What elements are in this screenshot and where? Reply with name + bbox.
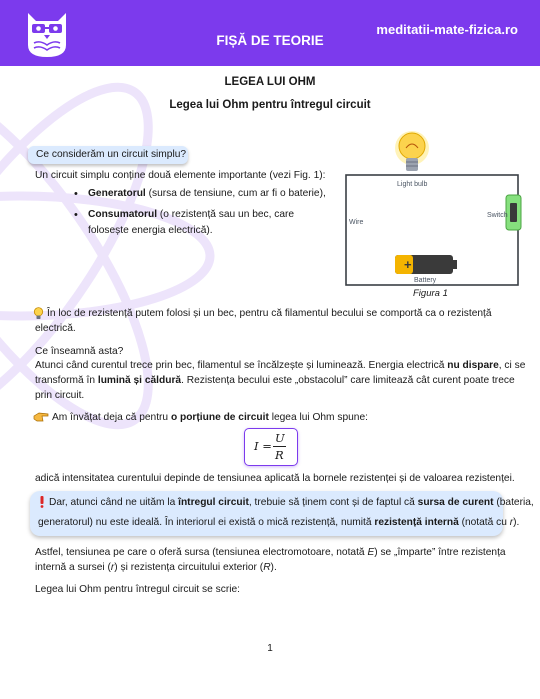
warning-line1: Dar, atunci când ne uităm la întregul circuit, trebuie să ținem cont și de faptul că sursa de curent (bateria,: [49, 497, 534, 508]
site-url[interactable]: meditatii-mate-fizica.ro: [376, 22, 518, 37]
list-item: • Generatorul (sursa de tensiune, cum ar fi o baterie),: [88, 186, 338, 202]
page-number: 1: [267, 643, 273, 654]
formula-denominator: R: [275, 448, 284, 462]
light-bulb-icon: [395, 131, 429, 171]
question2-line2: transformă în lumină și căldură. Rezistența becului este „obstacolul” care limitează cât curent poate trece: [35, 375, 515, 386]
wire-label: Wire: [349, 219, 364, 226]
question2-title: Ce înseamnă asta?: [35, 346, 124, 357]
question-badge: Ce considerăm un circuit simplu?: [28, 146, 188, 164]
battery-label: Battery: [414, 277, 437, 284]
document-subtitle: Legea lui Ohm pentru întregul circuit: [169, 99, 371, 111]
switch-icon: [506, 195, 521, 230]
bulb-label: Light bulb: [397, 181, 428, 188]
plus-sign: +: [404, 257, 412, 272]
switch-label: Switch: [487, 212, 508, 219]
intro-text: Un circuit simplu conține două elemente importante (vezi Fig. 1):: [35, 170, 326, 181]
owl-logo-icon: [20, 5, 74, 59]
warning-note: [30, 491, 534, 536]
list-item: • Consumatorul (o rezistență sau un bec, care folosește energia electrică).: [88, 207, 338, 239]
recall-text: Am învățat deja că pentru o porțiune de circuit legea lui Ohm spune:: [52, 412, 368, 423]
page-header: [0, 0, 540, 66]
formula-numerator: U: [275, 431, 285, 445]
ohm-formula: [244, 428, 298, 466]
lightbulb-icon: [33, 307, 44, 320]
pointing-hand-icon: [33, 411, 49, 422]
warning-line2: generatorul) nu este ideală. În interiorul ei există o mică rezistență, numită rezistență internă (notată cu r).: [38, 517, 520, 528]
fraction-bar: [273, 446, 286, 447]
explanation-text: adică intensitatea curentului depinde de tensiunea aplicată la bornele rezistenței și de valoarea rezistenței.: [35, 473, 515, 484]
emf-line2: internă a sursei (r) și rezistența circuitului exterior (R).: [35, 562, 277, 573]
circuit-diagram: [340, 120, 530, 300]
tip-text-line2: electrică.: [35, 323, 76, 334]
emf-line1: Astfel, tensiunea pe care o oferă sursa (tensiunea electromotoare, notată E) se „împarte” între rezistența: [35, 547, 506, 558]
question2-line3: prin circuit.: [35, 390, 85, 401]
exclamation-icon: [39, 496, 45, 508]
formula-lhs: I =: [254, 439, 272, 453]
element-list: [88, 186, 338, 244]
question2-line1: Atunci când curentul trece prin bec, filamentul se încălzește și luminează. Energia electrică nu dispare, ci se: [35, 360, 526, 371]
document-title: LEGEA LUI OHM: [224, 76, 316, 88]
tip-text-line1: În loc de rezistență putem folosi și un bec, pentru că filamentul becului se comportă ca o rezistență: [47, 308, 492, 319]
figure-caption: Figura 1: [413, 288, 448, 299]
page-type-title: FIȘĂ DE TEORIE: [216, 33, 324, 48]
closing-text: Legea lui Ohm pentru întregul circuit se scrie:: [35, 584, 240, 595]
